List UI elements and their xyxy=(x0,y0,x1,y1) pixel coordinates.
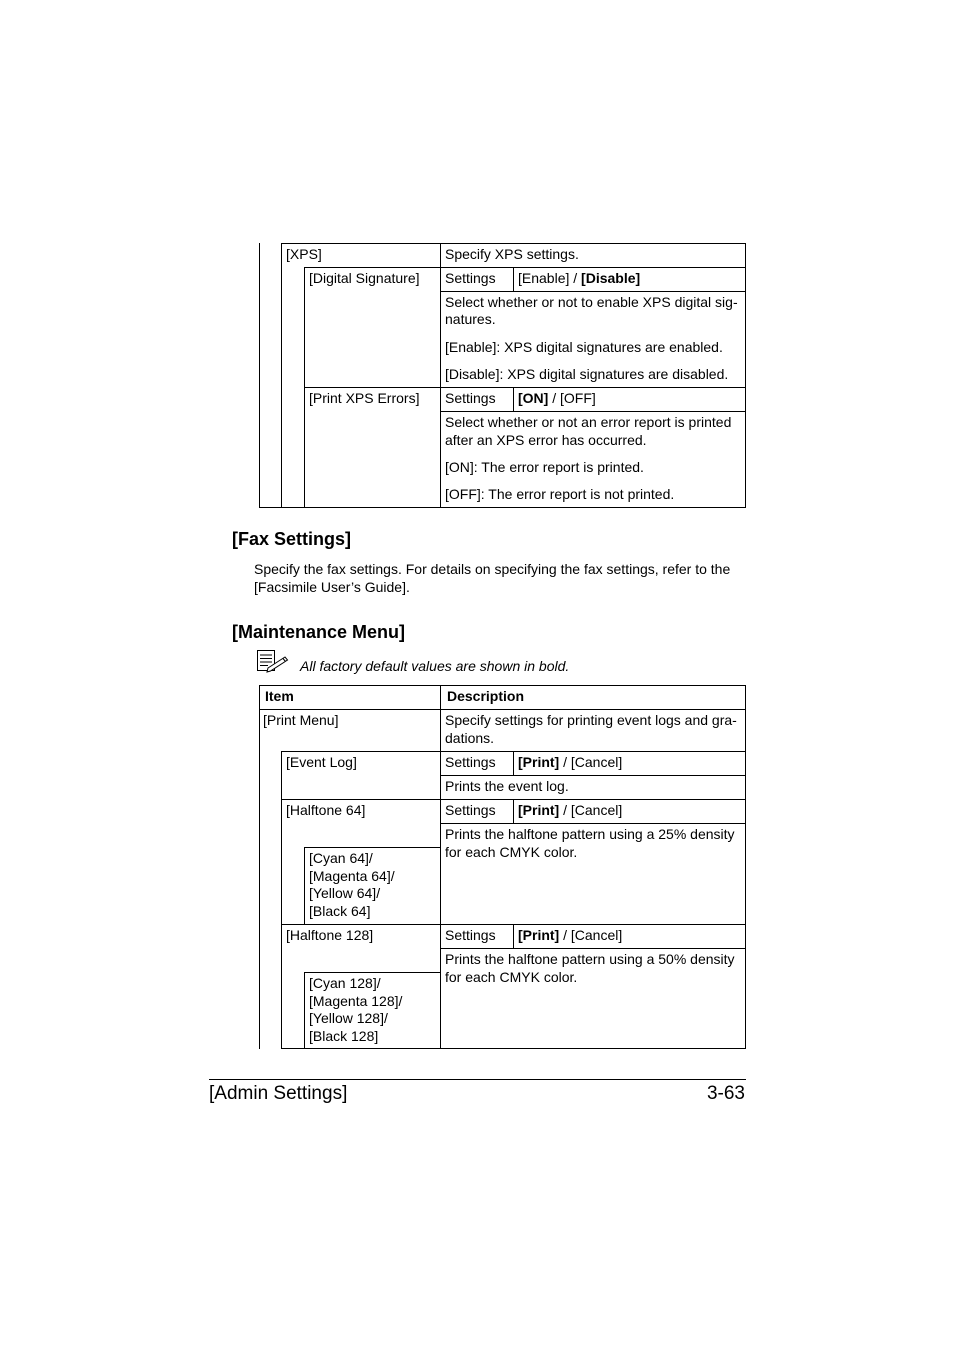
print-xps-errors-label: [Print XPS Errors] xyxy=(309,390,420,406)
table-border xyxy=(281,799,746,800)
enable-description: [Enable]: XPS digital signatures are enabled. xyxy=(445,339,723,355)
print-xps-errors-desc: Select whether or not an error report is printed xyxy=(445,414,732,430)
column-header-description: Description xyxy=(447,688,525,704)
table-border xyxy=(745,243,746,508)
halftone-64-sub-item: [Yellow 64]/ xyxy=(309,885,381,901)
table-border xyxy=(304,267,746,268)
digital-signature-desc: Select whether or not to enable XPS digital sig- xyxy=(445,294,738,310)
table-border xyxy=(440,685,441,1049)
option-separator: / xyxy=(559,754,571,770)
halftone-64-options xyxy=(518,801,622,819)
print-menu-label: [Print Menu] xyxy=(263,712,339,728)
footer-page-number: 3-63 xyxy=(706,1083,745,1104)
table-border xyxy=(513,267,514,291)
option-print-default: [Print] xyxy=(518,927,560,943)
option-separator: / xyxy=(559,802,571,818)
settings-label: Settings xyxy=(445,754,496,770)
settings-label: Settings xyxy=(445,802,496,818)
settings-label: Settings xyxy=(445,270,496,286)
option-cancel: [Cancel] xyxy=(570,927,623,943)
table-border xyxy=(440,411,746,412)
table-border xyxy=(259,709,746,710)
settings-label: Settings xyxy=(445,927,496,943)
option-cancel: [Cancel] xyxy=(570,754,623,770)
default-values-note: All factory default values are shown in bold. xyxy=(300,658,570,674)
option-on-default: [ON] xyxy=(518,390,549,406)
table-border xyxy=(259,507,746,508)
option-print-default: [Print] xyxy=(518,802,560,818)
table-border xyxy=(259,243,260,508)
table-border xyxy=(440,775,746,776)
halftone-128-desc: for each CMYK color. xyxy=(445,969,578,985)
table-border xyxy=(281,243,282,508)
digital-signature-label: [Digital Signature] xyxy=(309,270,420,286)
event-log-label: [Event Log] xyxy=(286,754,357,770)
option-disable-default: [Disable] xyxy=(581,270,641,286)
on-description: [ON]: The error report is printed. xyxy=(445,459,644,475)
table-border xyxy=(440,948,746,949)
table-border xyxy=(304,847,305,924)
xps-description: Specify XPS settings. xyxy=(445,246,579,262)
maintenance-menu-heading: [Maintenance Menu] xyxy=(232,622,406,642)
table-border xyxy=(281,243,746,244)
table-border xyxy=(513,924,514,948)
table-border xyxy=(304,972,305,1049)
footer-rule xyxy=(209,1079,746,1080)
halftone-64-desc: Prints the halftone pattern using a 25% density xyxy=(445,826,735,842)
settings-label: Settings xyxy=(445,390,496,406)
note-pencil-icon xyxy=(256,648,290,679)
option-separator: / xyxy=(548,390,560,406)
option-print-default: [Print] xyxy=(518,754,560,770)
digital-signature-desc: natures. xyxy=(445,311,496,327)
table-border xyxy=(513,799,514,823)
xps-label: [XPS] xyxy=(286,246,322,262)
table-border xyxy=(440,291,746,292)
option-separator: / xyxy=(559,927,571,943)
table-border xyxy=(259,685,260,1049)
print-xps-errors-desc: after an XPS error has occurred. xyxy=(445,432,647,448)
disable-description: [Disable]: XPS digital signatures are disabled. xyxy=(445,366,729,382)
halftone-128-sub-item: [Yellow 128]/ xyxy=(309,1010,388,1026)
print-xps-errors-options xyxy=(518,389,596,407)
table-border xyxy=(304,847,441,848)
option-separator: / xyxy=(569,270,582,286)
fax-settings-heading: [Fax Settings] xyxy=(232,529,352,549)
off-description: [OFF]: The error report is not printed. xyxy=(445,486,675,502)
fax-settings-body-line2: [Facsimile User’s Guide]. xyxy=(254,579,410,595)
table-border xyxy=(440,823,746,824)
halftone-128-sub-item: [Magenta 128]/ xyxy=(309,993,403,1009)
event-log-desc: Prints the event log. xyxy=(445,778,569,794)
fax-settings-body-line1: Specify the fax settings. For details on specifying the fax settings, refer to the xyxy=(254,561,731,577)
column-header-item: Item xyxy=(265,688,294,704)
option-cancel: [Cancel] xyxy=(570,802,623,818)
halftone-64-sub-item: [Black 64] xyxy=(309,903,371,919)
option-enable: [Enable] xyxy=(518,270,570,286)
table-border xyxy=(304,972,441,973)
halftone-64-label: [Halftone 64] xyxy=(286,802,366,818)
halftone-128-desc: Prints the halftone pattern using a 50% density xyxy=(445,951,735,967)
print-menu-desc: Specify settings for printing event logs and gra- xyxy=(445,712,737,728)
table-border xyxy=(513,751,514,775)
footer-section-title: [Admin Settings] xyxy=(209,1083,348,1104)
halftone-64-desc: for each CMYK color. xyxy=(445,844,578,860)
table-border xyxy=(281,751,282,1049)
halftone-128-sub-item: [Black 128] xyxy=(309,1028,379,1044)
table-border xyxy=(745,685,746,1049)
digital-signature-options xyxy=(518,269,640,287)
table-border xyxy=(281,751,746,752)
table-border xyxy=(440,243,441,508)
halftone-64-sub-item: [Cyan 64]/ xyxy=(309,850,373,866)
table-border xyxy=(304,387,746,388)
print-menu-desc: dations. xyxy=(445,730,495,746)
table-border xyxy=(281,924,746,925)
halftone-64-sub-item: [Magenta 64]/ xyxy=(309,868,395,884)
option-off: [OFF] xyxy=(560,390,596,406)
halftone-128-options xyxy=(518,926,622,944)
event-log-options xyxy=(518,753,622,771)
halftone-128-label: [Halftone 128] xyxy=(286,927,374,943)
table-border xyxy=(513,387,514,411)
halftone-128-sub-item: [Cyan 128]/ xyxy=(309,975,381,991)
table-border xyxy=(259,685,746,686)
table-border xyxy=(281,1048,746,1049)
